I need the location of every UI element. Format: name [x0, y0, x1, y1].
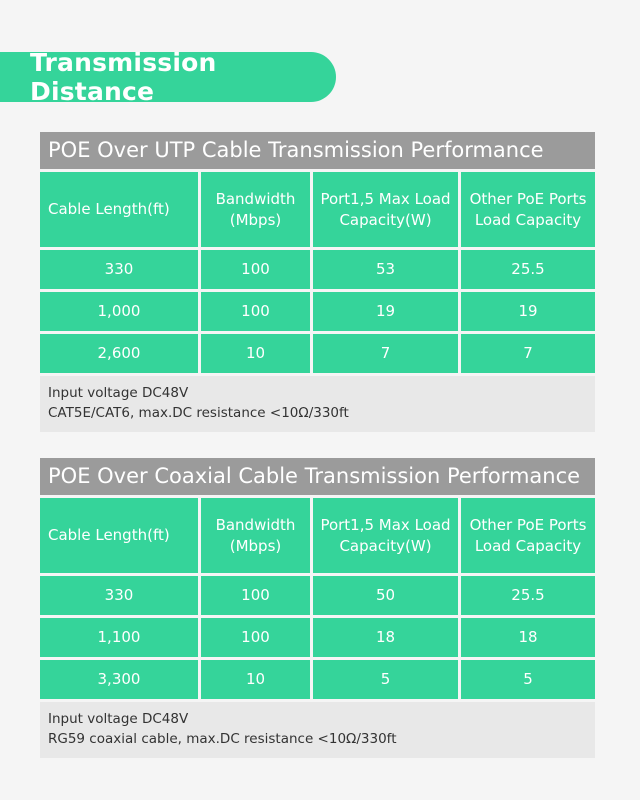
table-cell: 53: [313, 250, 458, 289]
table-title: POE Over Coaxial Cable Transmission Performance: [40, 458, 595, 495]
table-notes: [40, 702, 595, 758]
table-cell: 7: [461, 334, 595, 373]
table-cell: 1,100: [40, 618, 198, 657]
table-cell: 10: [201, 660, 310, 699]
table-cell: 25.5: [461, 250, 595, 289]
table-cell: 18: [313, 618, 458, 657]
table-cell: 100: [201, 576, 310, 615]
table-row: [40, 292, 595, 331]
table-cell: 50: [313, 576, 458, 615]
coaxial-performance-table: [40, 458, 595, 758]
table-cell: 7: [313, 334, 458, 373]
table-notes: [40, 376, 595, 432]
table-cell: 330: [40, 250, 198, 289]
table-cell: 25.5: [461, 576, 595, 615]
table-cell: 100: [201, 618, 310, 657]
table-row: [40, 334, 595, 373]
note-line: RG59 coaxial cable, max.DC resistance <10Ω/330ft: [48, 731, 397, 747]
note-line: Input voltage DC48V: [48, 385, 189, 401]
column-header-row: [40, 172, 595, 247]
table-title: POE Over UTP Cable Transmission Performance: [40, 132, 595, 169]
table-row: [40, 660, 595, 699]
note-line: CAT5E/CAT6, max.DC resistance <10Ω/330ft: [48, 405, 349, 421]
table-cell: 5: [461, 660, 595, 699]
page-title: Transmission Distance: [0, 52, 336, 102]
utp-performance-table: [40, 132, 595, 432]
table-cell: 100: [201, 250, 310, 289]
note-line: Input voltage DC48V: [48, 711, 189, 727]
table-cell: 19: [461, 292, 595, 331]
table-cell: 10: [201, 334, 310, 373]
column-header-bandwidth: Bandwidth (Mbps): [201, 498, 310, 573]
table-cell: 19: [313, 292, 458, 331]
table-cell: 2,600: [40, 334, 198, 373]
table-cell: 18: [461, 618, 595, 657]
column-header-other-ports-load: Other PoE Ports Load Capacity: [461, 172, 595, 247]
table-row: [40, 576, 595, 615]
table-row: [40, 250, 595, 289]
table-cell: 330: [40, 576, 198, 615]
column-header-other-ports-load: Other PoE Ports Load Capacity: [461, 498, 595, 573]
table-cell: 5: [313, 660, 458, 699]
column-header-bandwidth: Bandwidth (Mbps): [201, 172, 310, 247]
column-header-port15-load: Port1,5 Max Load Capacity(W): [313, 498, 458, 573]
column-header-cable-length: Cable Length(ft): [40, 172, 198, 247]
column-header-row: [40, 498, 595, 573]
table-cell: 1,000: [40, 292, 198, 331]
table-row: [40, 618, 595, 657]
column-header-port15-load: Port1,5 Max Load Capacity(W): [313, 172, 458, 247]
column-header-cable-length: Cable Length(ft): [40, 498, 198, 573]
table-cell: 100: [201, 292, 310, 331]
table-cell: 3,300: [40, 660, 198, 699]
